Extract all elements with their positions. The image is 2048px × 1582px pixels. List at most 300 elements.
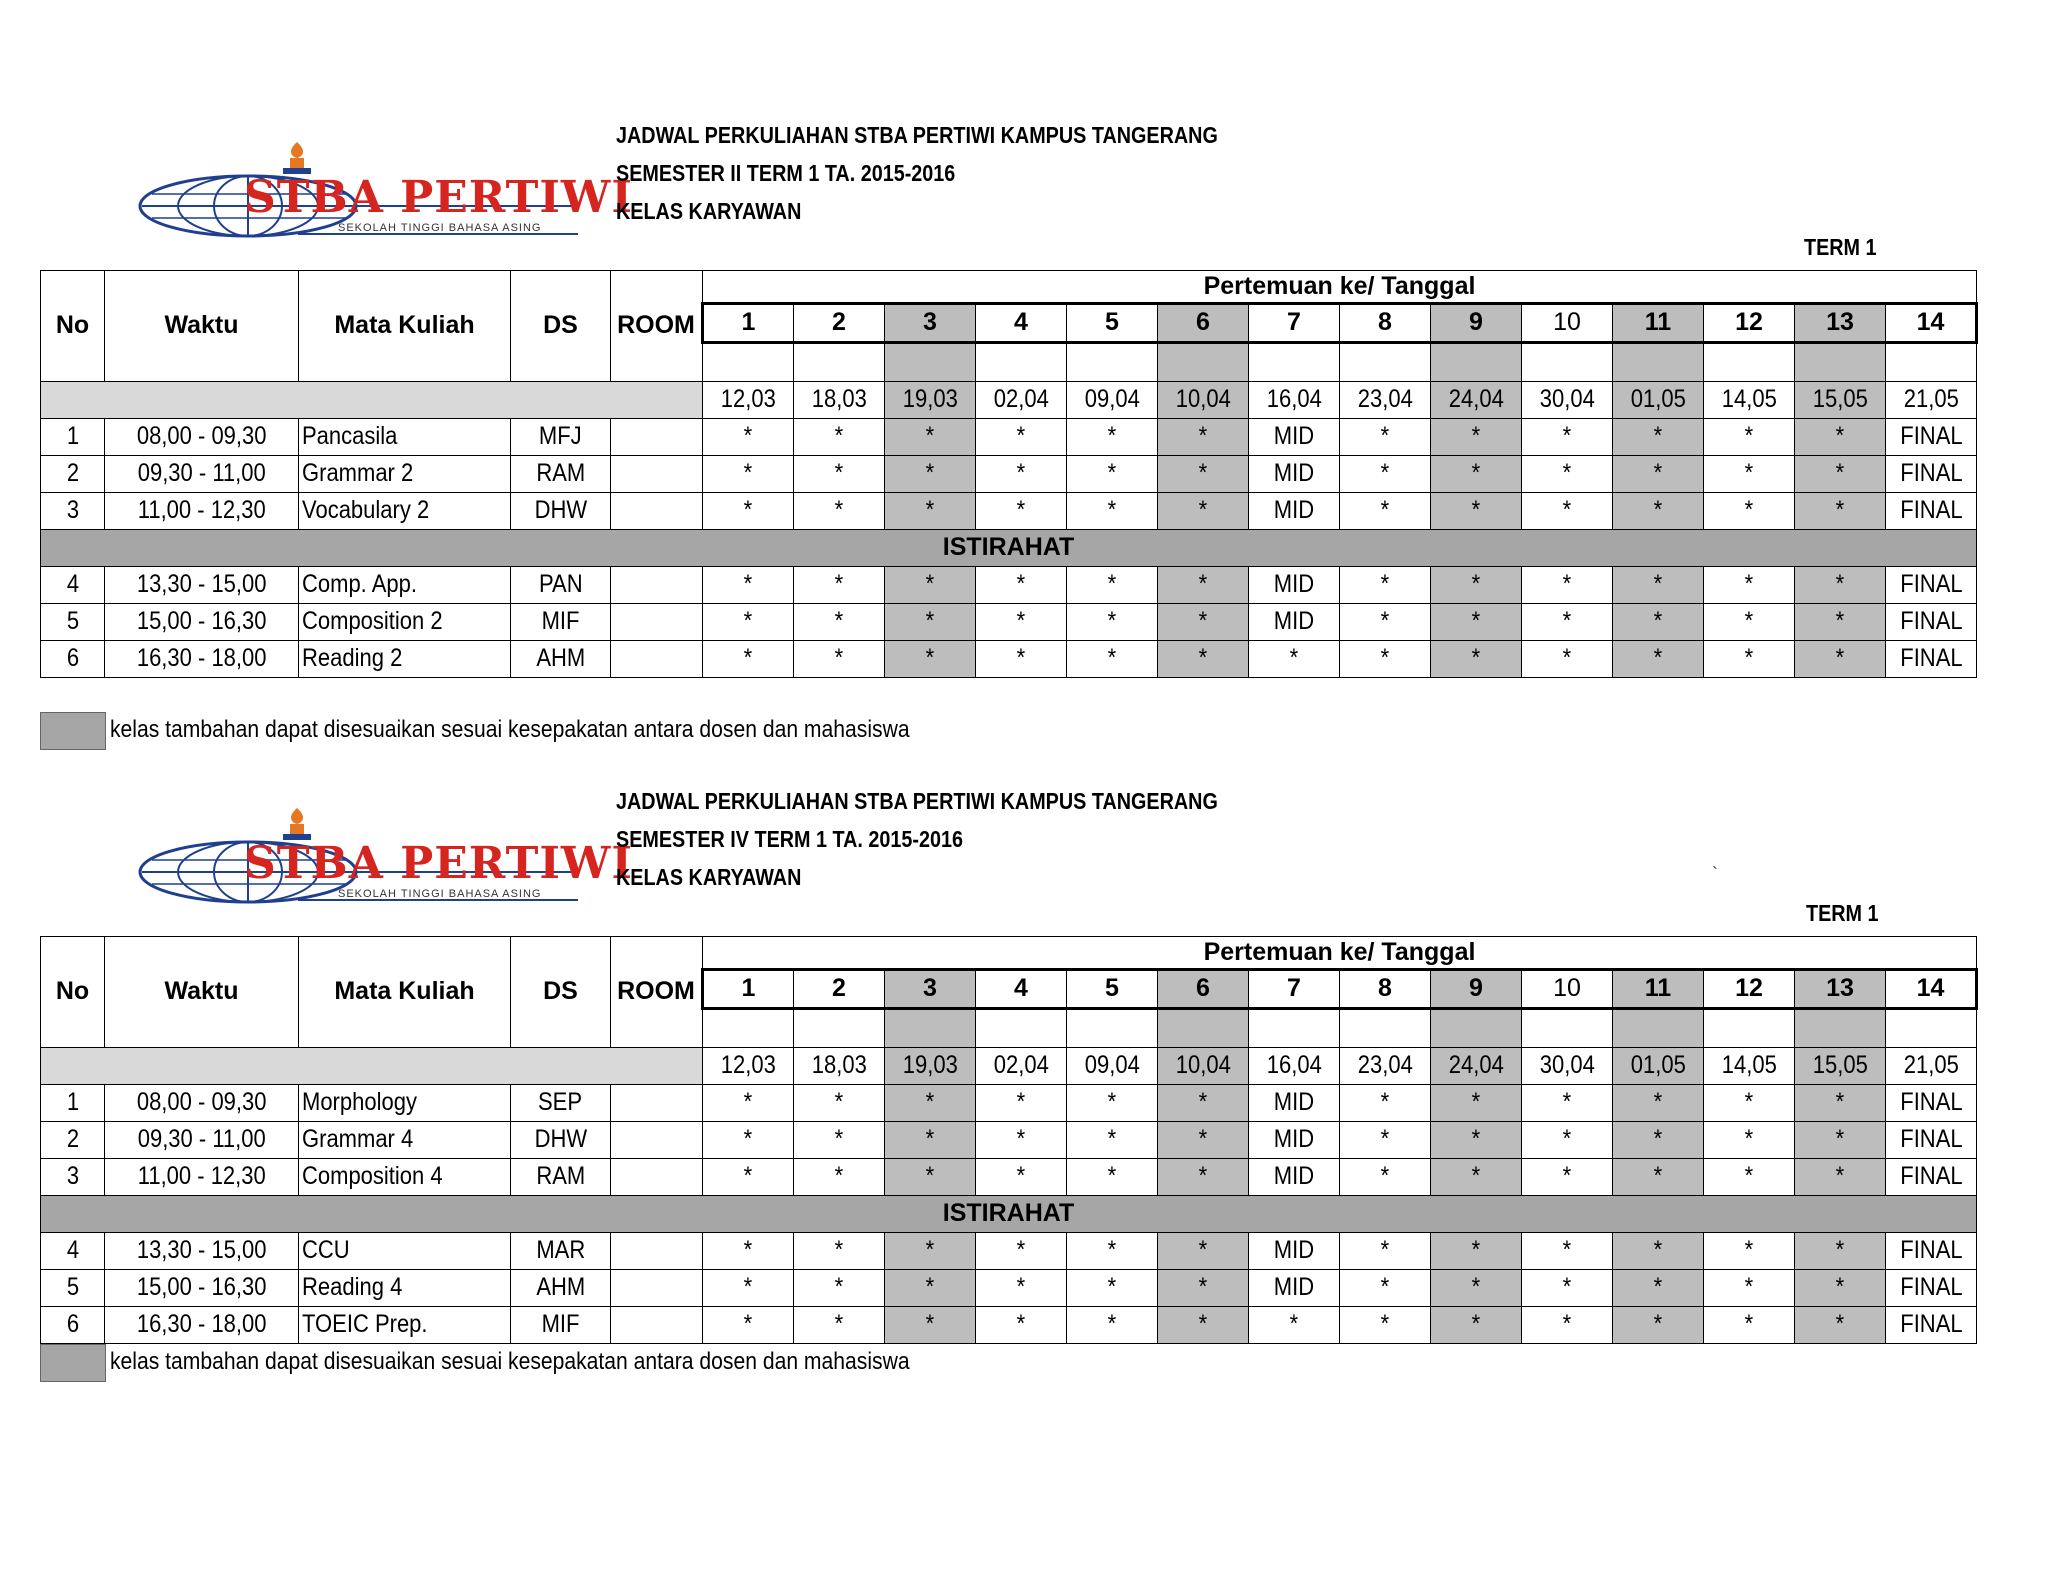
meeting-date: 30,04 [1522,381,1613,418]
meeting-cell: * [1158,418,1249,455]
meeting-cell: * [1340,492,1431,529]
meeting-cell: * [1613,603,1704,640]
meeting-cell: * [1431,1306,1522,1343]
meeting-cell: * [794,1306,885,1343]
meeting-cell: * [976,418,1067,455]
meeting-cell: * [1340,603,1431,640]
row-room [611,492,703,529]
meeting-cell: * [1158,1084,1249,1121]
meeting-date: 18,03 [794,1047,885,1084]
meeting-number: 6 [1158,303,1249,342]
blank-cell [1067,343,1158,381]
meeting-cell: * [1158,492,1249,529]
meeting-cell: * [1158,640,1249,677]
row-ds: MIF [511,1306,611,1343]
table-row [41,1306,1977,1343]
table-row [41,1232,1977,1269]
blank-cell [1249,343,1340,381]
meeting-cell: * [1522,640,1613,677]
meeting-cell: FINAL [1886,1121,1977,1158]
table-row [41,492,1977,529]
col-header-ds: DS [511,937,611,1048]
meeting-number: 3 [885,303,976,342]
blank-cell [1249,1009,1340,1047]
meeting-cell: * [1704,1084,1795,1121]
logo-tagline: SEKOLAH TINGGI BAHASA ASING [338,888,542,900]
meeting-cell: * [1613,455,1704,492]
meeting-cell: * [1158,1306,1249,1343]
meeting-cell: * [976,640,1067,677]
row-mata-kuliah: Morphology [299,1084,511,1121]
row-waktu: 11,00 - 12,30 [105,1158,299,1195]
meeting-cell: * [1704,1306,1795,1343]
meeting-cell: MID [1249,492,1340,529]
meeting-cell: * [1067,603,1158,640]
meeting-number: 8 [1340,303,1431,342]
meeting-number: 6 [1158,969,1249,1008]
meeting-cell: * [1795,603,1886,640]
row-room [611,603,703,640]
meeting-cell: * [1249,640,1340,677]
meeting-cell: * [1340,1084,1431,1121]
meeting-number: 9 [1431,303,1522,342]
meeting-cell: * [976,1269,1067,1306]
row-mata-kuliah: TOEIC Prep. [299,1306,511,1343]
meeting-cell: MID [1249,1269,1340,1306]
meeting-cell: * [1704,1269,1795,1306]
legend-swatch [40,1344,106,1382]
meeting-cell: * [1522,1269,1613,1306]
blank-cell [885,343,976,381]
meeting-number: 11 [1613,969,1704,1008]
row-no: 3 [41,492,105,529]
meeting-cell: * [794,492,885,529]
meeting-cell: * [976,566,1067,603]
row-room [611,1084,703,1121]
row-waktu: 09,30 - 11,00 [105,455,299,492]
meeting-cell: MID [1249,1158,1340,1195]
meeting-number: 14 [1886,303,1977,342]
meeting-cell: * [976,1232,1067,1269]
meeting-cell: * [794,1269,885,1306]
meeting-cell: * [976,1121,1067,1158]
date-row [41,381,1977,418]
meeting-cell: * [794,418,885,455]
row-ds: SEP [511,1084,611,1121]
meeting-cell: * [1431,640,1522,677]
meeting-cell: * [1704,418,1795,455]
row-waktu: 15,00 - 16,30 [105,1269,299,1306]
row-ds: MFJ [511,418,611,455]
heading-line-2: SEMESTER IV TERM 1 TA. 2015-2016 [616,826,964,852]
row-no: 3 [41,1158,105,1195]
meeting-cell: * [1431,455,1522,492]
meeting-cell: FINAL [1886,566,1977,603]
blank-cell [885,1009,976,1047]
blank-cell [1704,1009,1795,1047]
row-room [611,1158,703,1195]
blank-cell [1704,343,1795,381]
meeting-cell: * [1613,1121,1704,1158]
meeting-cell: * [1340,1306,1431,1343]
meeting-date: 21,05 [1886,381,1977,418]
row-ds: MIF [511,603,611,640]
meeting-cell: * [703,1232,794,1269]
meeting-cell: * [1522,492,1613,529]
row-mata-kuliah: Pancasila [299,418,511,455]
row-ds: AHM [511,1269,611,1306]
meeting-number: 10 [1522,969,1613,1008]
col-header-waktu: Waktu [105,271,299,382]
blank-cell [1613,343,1704,381]
row-ds: DHW [511,1121,611,1158]
meeting-cell: * [794,1232,885,1269]
col-header-room: ROOM [611,937,703,1048]
meeting-cell: * [1067,1084,1158,1121]
meeting-cell: * [1340,418,1431,455]
row-waktu: 16,30 - 18,00 [105,1306,299,1343]
row-no: 6 [41,640,105,677]
stray-mark: ` [1712,864,1718,884]
meeting-cell: * [885,1084,976,1121]
meeting-cell: * [885,640,976,677]
row-no: 4 [41,566,105,603]
meeting-date: 24,04 [1431,1047,1522,1084]
row-mata-kuliah: Vocabulary 2 [299,492,511,529]
blank-cell [1522,343,1613,381]
meeting-cell: FINAL [1886,1269,1977,1306]
meeting-cell: * [1067,455,1158,492]
meeting-number: 12 [1704,303,1795,342]
row-ds: PAN [511,566,611,603]
meeting-cell: * [1431,566,1522,603]
blank-cell [976,1009,1067,1047]
blank-cell [1613,1009,1704,1047]
meeting-cell: * [1431,1121,1522,1158]
meeting-cell: * [794,566,885,603]
blank-cell [1158,343,1249,381]
row-room [611,640,703,677]
blank-cell [1158,1009,1249,1047]
meeting-cell: * [1795,1232,1886,1269]
meeting-cell: * [1795,1084,1886,1121]
meeting-cell: * [1613,640,1704,677]
meeting-number: 7 [1249,969,1340,1008]
blank-cell [1340,1009,1431,1047]
row-waktu: 11,00 - 12,30 [105,492,299,529]
schedule-table [40,936,1978,1344]
meeting-cell: * [1340,1269,1431,1306]
meeting-date: 09,04 [1067,381,1158,418]
row-waktu: 13,30 - 15,00 [105,1232,299,1269]
meeting-cell: MID [1249,455,1340,492]
meeting-cell: * [1613,1306,1704,1343]
row-waktu: 08,00 - 09,30 [105,1084,299,1121]
meeting-date: 10,04 [1158,1047,1249,1084]
meeting-cell: * [1613,1158,1704,1195]
meeting-cell: * [976,1084,1067,1121]
heading-line-1: JADWAL PERKULIAHAN STBA PERTIWI KAMPUS TANGERANG [616,788,1218,814]
row-mata-kuliah: Grammar 2 [299,455,511,492]
meeting-cell: * [703,1084,794,1121]
meeting-date: 09,04 [1067,1047,1158,1084]
table-row [41,566,1977,603]
blank-cell [1522,1009,1613,1047]
meeting-cell: * [794,1121,885,1158]
meeting-number: 1 [703,303,794,342]
meeting-date: 10,04 [1158,381,1249,418]
meeting-cell: * [885,1269,976,1306]
meeting-date: 18,03 [794,381,885,418]
row-mata-kuliah: Composition 2 [299,603,511,640]
meeting-cell: MID [1249,1232,1340,1269]
table-row [41,603,1977,640]
meeting-cell: * [885,603,976,640]
meeting-cell: * [1795,1158,1886,1195]
meeting-cell: MID [1249,566,1340,603]
meeting-cell: * [794,603,885,640]
schedule-heading [616,782,1218,896]
meeting-cell: * [1158,455,1249,492]
meeting-cell: FINAL [1886,1158,1977,1195]
legend-swatch [40,712,106,750]
blank-cell [1795,1009,1886,1047]
meeting-cell: * [1431,1158,1522,1195]
blank-cell [703,1009,794,1047]
meeting-cell: * [1431,1232,1522,1269]
meeting-cell: * [703,1269,794,1306]
meeting-number: 2 [794,303,885,342]
meeting-date: 23,04 [1340,1047,1431,1084]
meeting-cell: * [976,1158,1067,1195]
row-no: 5 [41,1269,105,1306]
meeting-cell: * [1522,1158,1613,1195]
row-room [611,1232,703,1269]
meeting-date: 12,03 [703,1047,794,1084]
meeting-cell: * [1795,640,1886,677]
row-room [611,1269,703,1306]
row-ds: DHW [511,492,611,529]
meeting-cell: * [1704,566,1795,603]
date-row-spacer [41,381,703,418]
meeting-cell: FINAL [1886,1306,1977,1343]
heading-line-2: SEMESTER II TERM 1 TA. 2015-2016 [616,160,956,186]
meeting-number: 2 [794,969,885,1008]
meeting-number: 3 [885,969,976,1008]
schedule-table [40,270,1978,678]
meeting-cell: * [976,492,1067,529]
meeting-number: 13 [1795,303,1886,342]
row-mata-kuliah: Composition 4 [299,1158,511,1195]
blank-cell [794,1009,885,1047]
row-no: 5 [41,603,105,640]
heading-line-3: KELAS KARYAWAN [616,864,802,890]
meeting-number: 4 [976,969,1067,1008]
meeting-cell: * [1613,418,1704,455]
meeting-cell: * [1795,455,1886,492]
row-waktu: 08,00 - 09,30 [105,418,299,455]
meeting-cell: MID [1249,418,1340,455]
col-header-meetings: Pertemuan ke/ Tanggal [703,937,1977,970]
logo-name: STBA PERTIWI [244,172,633,223]
row-mata-kuliah: Grammar 4 [299,1121,511,1158]
blank-cell [794,343,885,381]
row-mata-kuliah: CCU [299,1232,511,1269]
col-header-mata-kuliah: Mata Kuliah [299,937,511,1048]
meeting-cell: * [885,492,976,529]
col-header-mata-kuliah: Mata Kuliah [299,271,511,382]
meeting-cell: * [1158,1232,1249,1269]
meeting-cell: * [1431,1269,1522,1306]
row-no: 2 [41,455,105,492]
meeting-cell: MID [1249,1121,1340,1158]
term-label: TERM 1 [1806,900,1879,926]
meeting-cell: FINAL [1886,492,1977,529]
meeting-cell: * [1522,603,1613,640]
meeting-cell: * [885,418,976,455]
row-no: 6 [41,1306,105,1343]
break-row [41,1195,1977,1232]
meeting-cell: * [1522,1306,1613,1343]
meeting-cell: * [1158,566,1249,603]
blank-cell [1431,343,1522,381]
col-header-no: No [41,937,105,1048]
meeting-cell: FINAL [1886,1232,1977,1269]
schedule-heading [616,116,1218,230]
meeting-date: 16,04 [1249,1047,1340,1084]
meeting-cell: * [885,1158,976,1195]
col-header-meetings: Pertemuan ke/ Tanggal [703,271,1977,304]
meeting-number: 11 [1613,303,1704,342]
meeting-cell: * [703,418,794,455]
blank-cell [1431,1009,1522,1047]
meeting-cell: * [703,455,794,492]
meeting-cell: * [1340,1232,1431,1269]
break-label: ISTIRAHAT [41,529,1977,566]
meeting-cell: * [1522,1232,1613,1269]
row-no: 1 [41,418,105,455]
meeting-cell: * [703,640,794,677]
meeting-cell: * [703,1306,794,1343]
meeting-number: 8 [1340,969,1431,1008]
meeting-number: 5 [1067,969,1158,1008]
meeting-cell: * [885,566,976,603]
blank-cell [1795,343,1886,381]
blank-cell [1886,343,1977,381]
meeting-cell: * [1431,603,1522,640]
meeting-cell: * [976,1306,1067,1343]
meeting-number: 12 [1704,969,1795,1008]
blank-cell [1340,343,1431,381]
meeting-cell: * [1795,1121,1886,1158]
meeting-cell: * [1249,1306,1340,1343]
meeting-cell: * [1158,1158,1249,1195]
row-waktu: 13,30 - 15,00 [105,566,299,603]
meeting-cell: * [976,455,1067,492]
row-mata-kuliah: Reading 4 [299,1269,511,1306]
meeting-number: 4 [976,303,1067,342]
meeting-cell: * [1704,603,1795,640]
row-room [611,1121,703,1158]
meeting-number: 5 [1067,303,1158,342]
meeting-cell: * [1704,455,1795,492]
meeting-date: 12,03 [703,381,794,418]
meeting-cell: FINAL [1886,603,1977,640]
meeting-cell: * [1431,492,1522,529]
meeting-number: 10 [1522,303,1613,342]
legend-text: kelas tambahan dapat disesuaikan sesuai kesepakatan antara dosen dan mahasiswa [110,1348,910,1375]
row-waktu: 09,30 - 11,00 [105,1121,299,1158]
col-header-room: ROOM [611,271,703,382]
date-row-spacer [41,1047,703,1084]
meeting-date: 01,05 [1613,1047,1704,1084]
legend-text: kelas tambahan dapat disesuaikan sesuai kesepakatan antara dosen dan mahasiswa [110,716,910,743]
col-header-ds: DS [511,271,611,382]
meeting-cell: * [1613,492,1704,529]
blank-cell [703,343,794,381]
meeting-cell: * [1067,1232,1158,1269]
table-row [41,1269,1977,1306]
meeting-date: 15,05 [1795,1047,1886,1084]
meeting-cell: * [1795,492,1886,529]
table-row [41,640,1977,677]
break-row [41,529,1977,566]
meeting-cell: * [1340,455,1431,492]
meeting-cell: * [1067,1158,1158,1195]
meeting-cell: * [1522,455,1613,492]
blank-cell [1067,1009,1158,1047]
table-row [41,1158,1977,1195]
meeting-cell: * [1613,566,1704,603]
meeting-cell: * [885,455,976,492]
meeting-date: 14,05 [1704,1047,1795,1084]
table-row [41,418,1977,455]
meeting-cell: * [976,603,1067,640]
row-no: 4 [41,1232,105,1269]
meeting-date: 23,04 [1340,381,1431,418]
meeting-cell: * [1067,418,1158,455]
row-room [611,455,703,492]
meeting-cell: * [1522,1121,1613,1158]
meeting-cell: * [1795,418,1886,455]
meeting-cell: * [1067,1306,1158,1343]
meeting-date: 21,05 [1886,1047,1977,1084]
row-no: 2 [41,1121,105,1158]
row-ds: MAR [511,1232,611,1269]
meeting-cell: * [794,1158,885,1195]
meeting-cell: * [885,1306,976,1343]
col-header-no: No [41,271,105,382]
table-row [41,1121,1977,1158]
row-no: 1 [41,1084,105,1121]
meeting-cell: * [1431,418,1522,455]
col-header-waktu: Waktu [105,937,299,1048]
meeting-cell: * [1158,1269,1249,1306]
meeting-cell: * [1067,640,1158,677]
row-mata-kuliah: Reading 2 [299,640,511,677]
meeting-cell: * [794,1084,885,1121]
meeting-cell: * [1795,1269,1886,1306]
break-label: ISTIRAHAT [41,1195,1977,1232]
meeting-cell: * [1522,566,1613,603]
meeting-date: 02,04 [976,381,1067,418]
meeting-cell: * [1704,492,1795,529]
meeting-cell: * [1613,1232,1704,1269]
meeting-cell: * [1067,1269,1158,1306]
meeting-cell: FINAL [1886,1084,1977,1121]
meeting-cell: * [1340,566,1431,603]
header-row [41,937,1977,970]
